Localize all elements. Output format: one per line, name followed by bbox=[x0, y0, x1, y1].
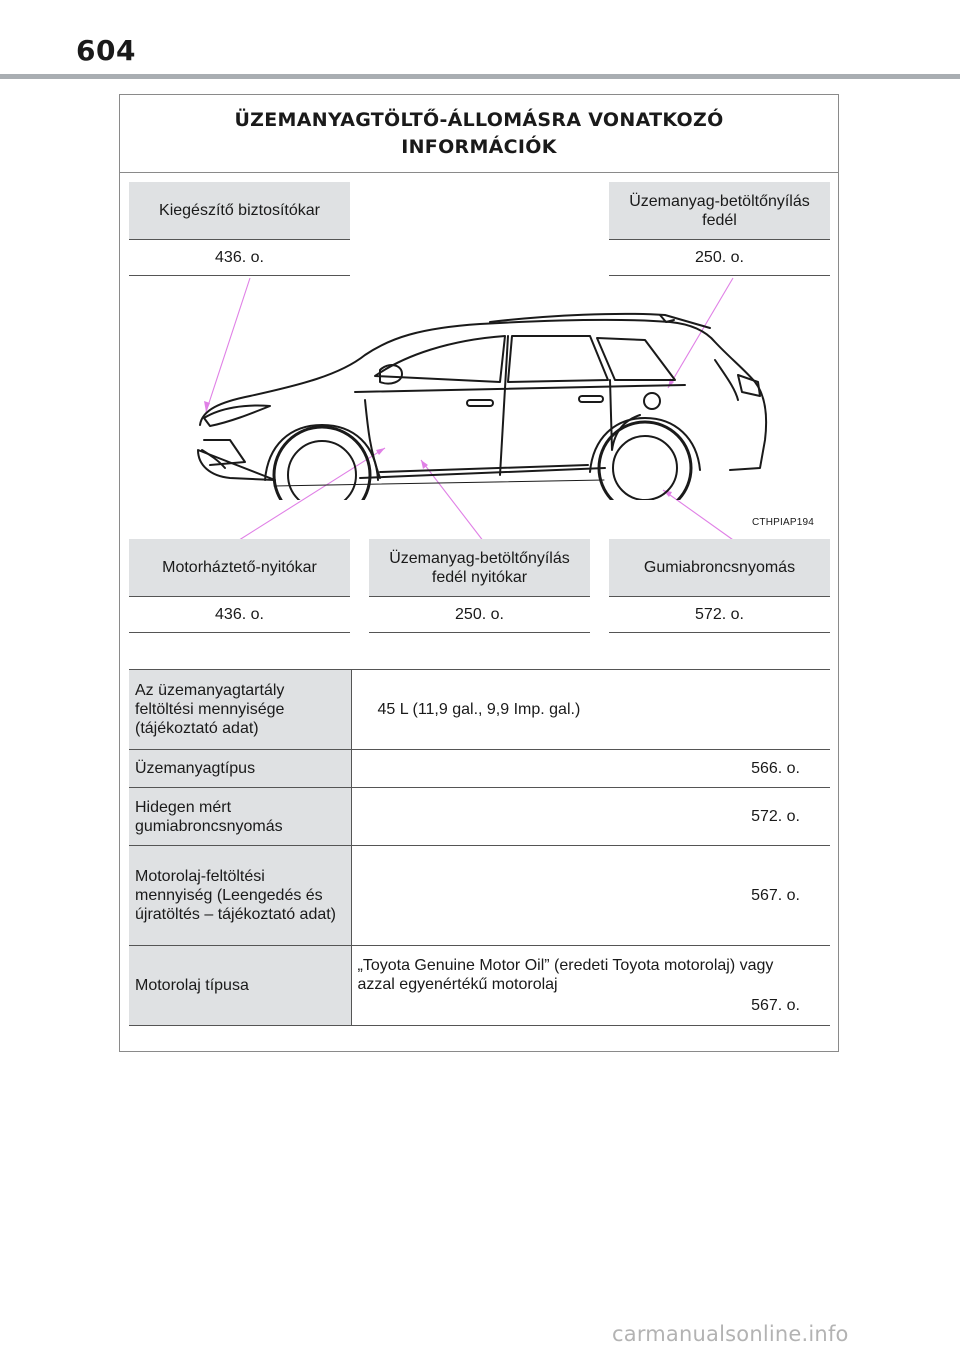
page-number: 604 bbox=[76, 34, 136, 67]
panel-title: ÜZEMANYAGTÖLTŐ-ÁLLOMÁSRA VONATKOZÓ INFORMÁCIÓK bbox=[120, 95, 838, 173]
spec-value: 567. o. bbox=[351, 846, 830, 946]
spec-value-cell bbox=[351, 946, 830, 1026]
callout-fuse-lever bbox=[129, 182, 350, 276]
spec-label: Üzemanyagtípus bbox=[129, 750, 351, 788]
table-row bbox=[129, 788, 830, 846]
table-row bbox=[129, 846, 830, 946]
spec-label: Motorolaj-feltöltési mennyiség (Leengedés és újratöltés – tájékoztató adat) bbox=[129, 846, 351, 946]
table-row bbox=[129, 750, 830, 788]
callout-fuel-door bbox=[609, 182, 830, 276]
callout-ref: 572. o. bbox=[609, 597, 830, 633]
callout-label: Motorháztető-nyitókar bbox=[129, 539, 350, 597]
callout-hood-lever bbox=[129, 539, 350, 633]
car-illustration bbox=[190, 300, 780, 500]
spec-value: 572. o. bbox=[351, 788, 830, 846]
callout-label: Kiegészítő biztosítókar bbox=[129, 182, 350, 240]
spec-label: Az üzemanyagtartály feltöltési mennyisége (tájékoztató adat) bbox=[129, 670, 351, 750]
table-row bbox=[129, 946, 830, 1026]
callout-ref: 436. o. bbox=[129, 597, 350, 633]
spec-label: Motorolaj típusa bbox=[129, 946, 351, 1026]
callout-ref: 436. o. bbox=[129, 240, 350, 276]
header-rule bbox=[0, 74, 960, 79]
callout-label: Gumiabroncsnyomás bbox=[609, 539, 830, 597]
callout-tire-pressure bbox=[609, 539, 830, 633]
spec-label: Hidegen mért gumiabroncsnyomás bbox=[129, 788, 351, 846]
callout-fuel-door-lever bbox=[369, 539, 590, 633]
callout-ref: 250. o. bbox=[609, 240, 830, 276]
spec-ref: 567. o. bbox=[751, 997, 800, 1014]
callout-label: Üzemanyag-betöltőnyílás fedél nyitókar bbox=[369, 539, 590, 597]
spec-value: „Toyota Genuine Motor Oil” (eredeti Toyota motorolaj) vagy azzal egyenértékű motorolaj bbox=[357, 957, 774, 993]
callout-ref: 250. o. bbox=[369, 597, 590, 633]
spec-value: 45 L (11,9 gal., 9,9 Imp. gal.) bbox=[351, 670, 830, 750]
spec-table bbox=[129, 669, 830, 1026]
watermark: carmanualsonline.info bbox=[612, 1322, 849, 1346]
table-row bbox=[129, 670, 830, 750]
callout-label: Üzemanyag-betöltőnyílás fedél bbox=[609, 182, 830, 240]
spec-value: 566. o. bbox=[351, 750, 830, 788]
image-code: CTHPIAP194 bbox=[752, 517, 815, 528]
